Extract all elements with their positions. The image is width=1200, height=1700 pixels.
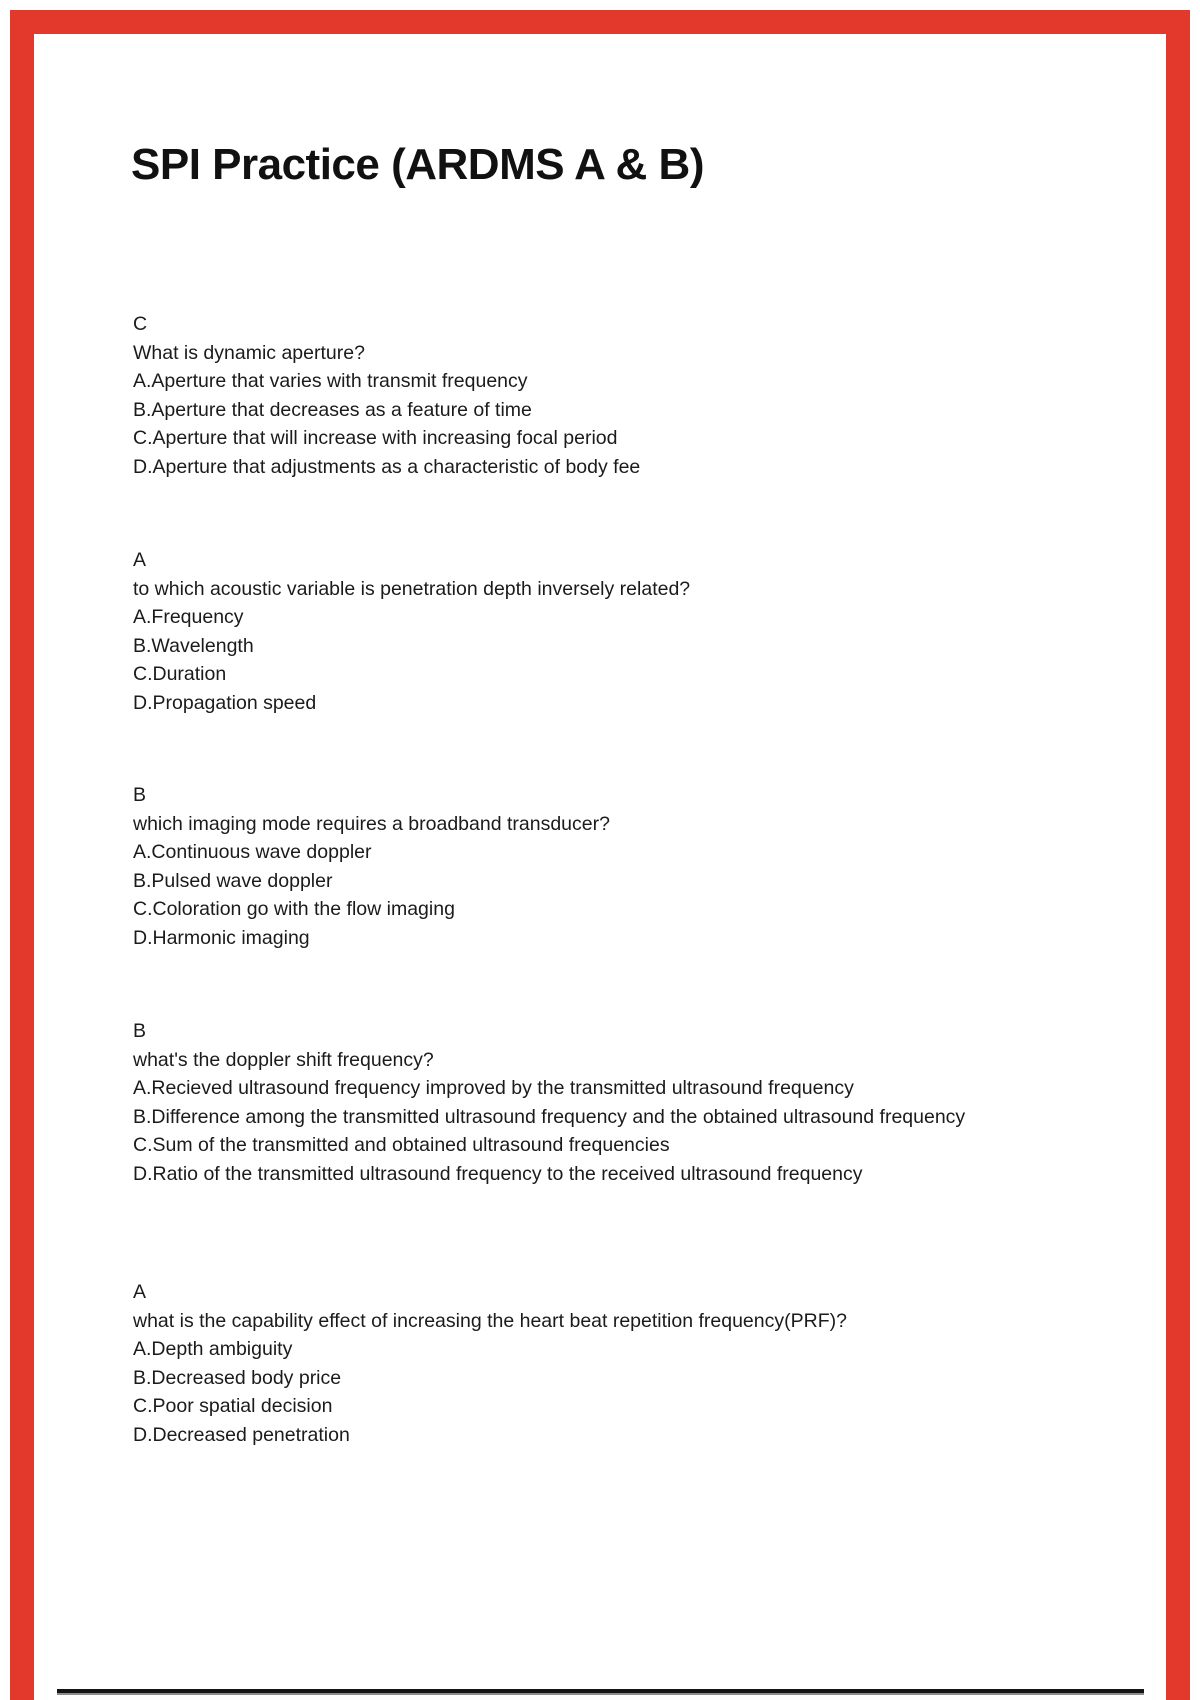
question-text: to which acoustic variable is penetration depth inversely related?	[133, 577, 691, 600]
option-b: B.Wavelength	[133, 634, 254, 657]
answer-letter: A	[133, 549, 147, 571]
option-b: B.Decreased body price	[133, 1366, 342, 1389]
option-a: A.Aperture that varies with transmit frequency	[133, 370, 528, 392]
question-block-1	[133, 310, 1011, 481]
question-block-4	[133, 1017, 1011, 1188]
option-d: D.Harmonic imaging	[133, 926, 310, 949]
option-a: A.Frequency	[133, 606, 244, 628]
option-b: B.Pulsed wave doppler	[133, 869, 333, 892]
option-c: C.Duration	[133, 663, 227, 685]
answer-letter: C	[133, 313, 148, 335]
option-a: A.Continuous wave doppler	[133, 841, 372, 863]
preview-frame-top	[10, 10, 1190, 34]
question-text: what's the doppler shift frequency?	[133, 1048, 434, 1071]
answer-letter: B	[133, 1020, 147, 1042]
question-block-5	[133, 1278, 1011, 1449]
option-b: B.Aperture that decreases as a feature of time	[133, 398, 532, 421]
preview-frame-left	[10, 10, 34, 1700]
option-a: A.Recieved ultrasound frequency improved by the transmitted ultrasound frequency	[133, 1077, 854, 1099]
question-text: What is dynamic aperture?	[133, 341, 365, 364]
question-block-3	[133, 781, 1011, 952]
answer-letter: B	[133, 784, 147, 806]
question-text: what is the capability effect of increasing the heart beat repetition frequency(PRF)?	[133, 1309, 847, 1332]
option-c: C.Coloration go with the flow imaging	[133, 898, 455, 920]
option-d: D.Aperture that adjustments as a characteristic of body fee	[133, 455, 641, 478]
option-c: C.Sum of the transmitted and obtained ultrasound frequencies	[133, 1134, 670, 1156]
document-title: SPI Practice (ARDMS A & B)	[131, 140, 704, 189]
option-c: C.Poor spatial decision	[133, 1395, 333, 1417]
question-block-2	[133, 546, 1011, 717]
page-break-rule	[57, 1689, 1144, 1695]
answer-letter: A	[133, 1281, 147, 1303]
option-d: D.Propagation speed	[133, 691, 317, 714]
option-c: C.Aperture that will increase with increasing focal period	[133, 427, 618, 449]
option-b: B.Difference among the transmitted ultrasound frequency and the obtained ultrasound frequency	[133, 1105, 966, 1128]
question-text: which imaging mode requires a broadband transducer?	[133, 812, 610, 835]
preview-frame-right	[1166, 10, 1190, 1700]
option-d: D.Decreased penetration	[133, 1423, 350, 1446]
option-d: D.Ratio of the transmitted ultrasound frequency to the received ultrasound frequency	[133, 1162, 863, 1185]
option-a: A.Depth ambiguity	[133, 1338, 293, 1360]
